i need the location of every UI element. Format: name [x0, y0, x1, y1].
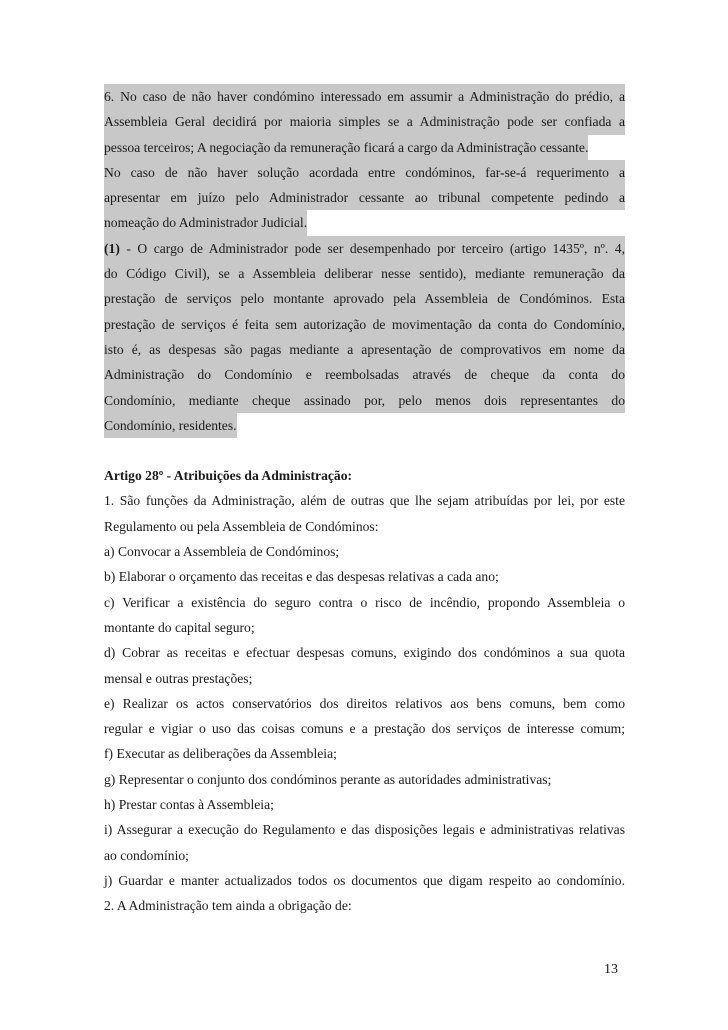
text-line: prestação de serviços é feita sem autorização de movimentação da conta do Condomínio, — [104, 312, 625, 337]
list-item: a) Convocar a Assembleia de Condóminos; — [104, 544, 340, 560]
text-line: 6. No caso de não haver condómino interessado em assumir a Administração do prédio, a — [104, 84, 625, 109]
text-line: pessoa terceiros; A negociação da remuneração ficará a cargo da Administração cessante. — [104, 135, 625, 160]
list-item: j) Guardar e manter actualizados todos os documentos que digam respeito ao condomínio. — [104, 872, 625, 888]
text-line: Assembleia Geral decidirá por maioria simples se a Administração pode ser confiada a — [104, 109, 625, 134]
text-line: apresentar em juízo pelo Administrador cessante ao tribunal competente pedindo a — [104, 185, 625, 210]
list-item: e) Realizar os actos conservatórios dos direitos relativos aos bens comuns, bem como — [104, 695, 625, 711]
text-line: do Código Civil), se a Assembleia deliberar nesse sentido), mediante remuneração da — [104, 261, 625, 286]
list-item: c) Verificar a existência do seguro contra o risco de incêndio, propondo Assembleia o — [104, 594, 625, 610]
text-line: montante do capital seguro; — [104, 619, 255, 635]
text-line: No caso de não haver solução acordada entre condóminos, far-se-á requerimento a — [104, 160, 625, 185]
text-line: mensal e outras prestações; — [104, 670, 253, 686]
text-line: (1) - O cargo de Administrador pode ser desempenhado por terceiro (artigo 1435º, nº. 4, — [104, 236, 625, 261]
text-line: 1. São funções da Administração, além de outras que lhe sejam atribuídas por lei, por este — [104, 493, 625, 509]
text-line: regular e vigiar o uso das coisas comuns e a prestação dos serviços de interesse comum; — [104, 721, 625, 737]
document-page — [104, 84, 625, 919]
article-heading: Artigo 28º - Atribuições da Administração: — [104, 468, 353, 484]
article-section — [104, 463, 625, 918]
text-line: Condomínio, residentes. — [104, 413, 625, 438]
text-line: nomeação do Administrador Judicial. — [104, 210, 625, 235]
text-line: isto é, as despesas são pagas mediante a apresentação de comprovativos em nome da — [104, 337, 625, 362]
list-item: f) Executar as deliberações da Assembleia; — [104, 746, 337, 762]
text-line: prestação de serviços pelo montante aprovado pela Assembleia de Condóminos. Esta — [104, 286, 625, 311]
note-marker: (1) — [104, 240, 120, 256]
text-line: 2. A Administração tem ainda a obrigação de: — [104, 898, 352, 914]
list-item: g) Representar o conjunto dos condóminos perante as autoridades administrativas; — [104, 771, 552, 787]
list-item: d) Cobrar as receitas e efectuar despesas comuns, exigindo dos condóminos a sua quota — [104, 645, 625, 661]
page-number: 13 — [604, 962, 618, 977]
list-item: h) Prestar contas à Assembleia; — [104, 797, 274, 813]
text-line: Administração do Condomínio e reembolsadas através de cheque da conta do — [104, 362, 625, 387]
text-line: Condomínio, mediante cheque assinado por, pelo menos dois representantes do — [104, 388, 625, 413]
text-line: ao condomínio; — [104, 847, 189, 863]
text-line: Regulamento ou pela Assembleia de Condóminos: — [104, 518, 379, 534]
list-item: b) Elaborar o orçamento das receitas e das despesas relativas a cada ano; — [104, 569, 499, 585]
note-paragraph — [104, 236, 625, 438]
highlighted-paragraph — [104, 84, 625, 236]
list-item: i) Assegurar a execução do Regulamento e das disposições legais e administrativas relativas — [104, 822, 625, 838]
